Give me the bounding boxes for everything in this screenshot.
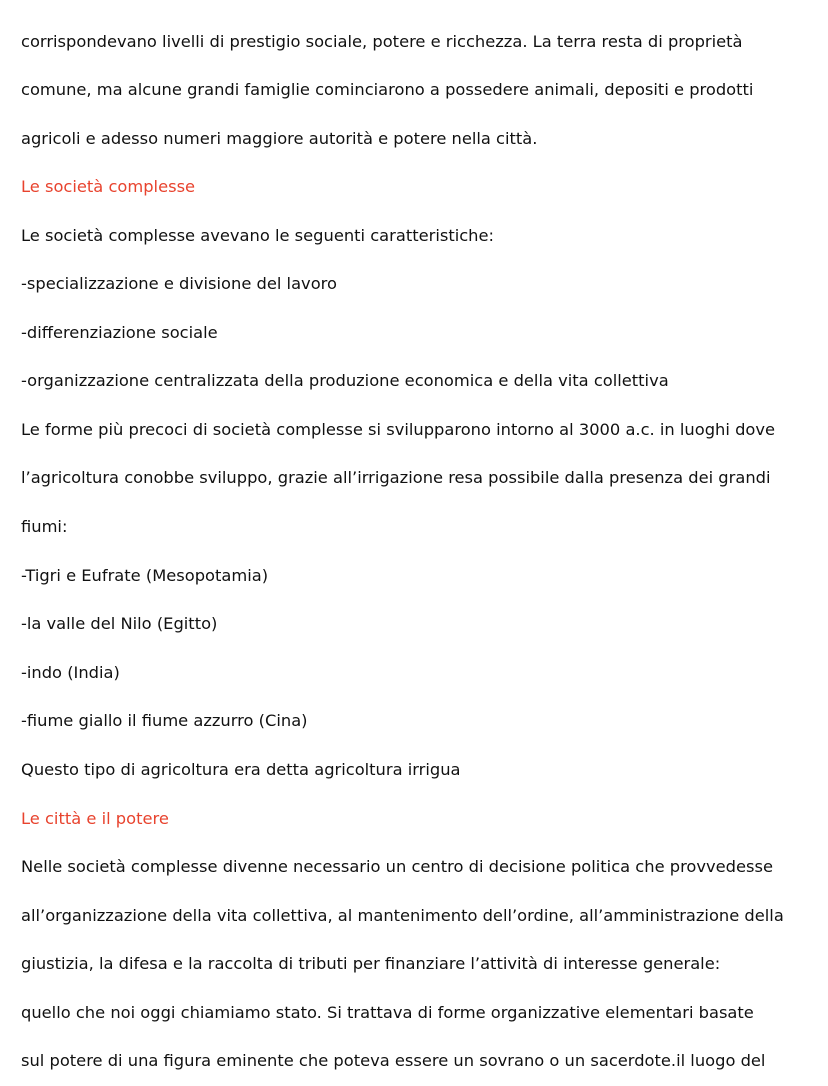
text-line: fiumi: [21,517,68,536]
section-heading: Le società complesse [21,177,196,196]
text-line: giustizia, la difesa e la raccolta di tributi per finanziare l’attività di interesse generale: [21,954,721,973]
text-line: Nelle società complesse divenne necessario un centro di decisione politica che provvedesse [21,857,774,876]
text-line: corrispondevano livelli di prestigio sociale, potere e ricchezza. La terra resta di proprietà [21,32,743,51]
list-item: -fiume giallo il fiume azzurro (Cina) [21,711,308,730]
text-line: Le società complesse avevano le seguenti caratteristiche: [21,226,494,245]
text-line: comune, ma alcune grandi famiglie cominciarono a possedere animali, depositi e prodotti [21,80,754,99]
list-item: -organizzazione centralizzata della produzione economica e della vita collettiva [21,371,669,390]
text-line: Le forme più precoci di società complesse si svilupparono intorno al 3000 a.c. in luoghi dove [21,420,776,439]
list-item: -differenziazione sociale [21,323,218,342]
text-line: Questo tipo di agricoltura era detta agricoltura irrigua [21,760,461,779]
section-heading: Le città e il potere [21,809,169,828]
text-line: agricoli e adesso numeri maggiore autorità e potere nella città. [21,129,538,148]
list-item: -la valle del Nilo (Egitto) [21,614,218,633]
text-line: all’organizzazione della vita collettiva, al mantenimento dell’ordine, all’amministrazione della [21,906,784,925]
list-item: -Tigri e Eufrate (Mesopotamia) [21,566,269,585]
text-line: l’agricoltura conobbe sviluppo, grazie all’irrigazione resa possibile dalla presenza dei grandi [21,468,771,487]
list-item: -indo (India) [21,663,120,682]
list-item: -specializzazione e divisione del lavoro [21,274,337,293]
text-line: quello che noi oggi chiamiamo stato. Si trattava di forme organizzative elementari basate [21,1003,754,1022]
text-line: sul potere di una figura eminente che poteva essere un sovrano o un sacerdote.il luogo del [21,1051,766,1070]
